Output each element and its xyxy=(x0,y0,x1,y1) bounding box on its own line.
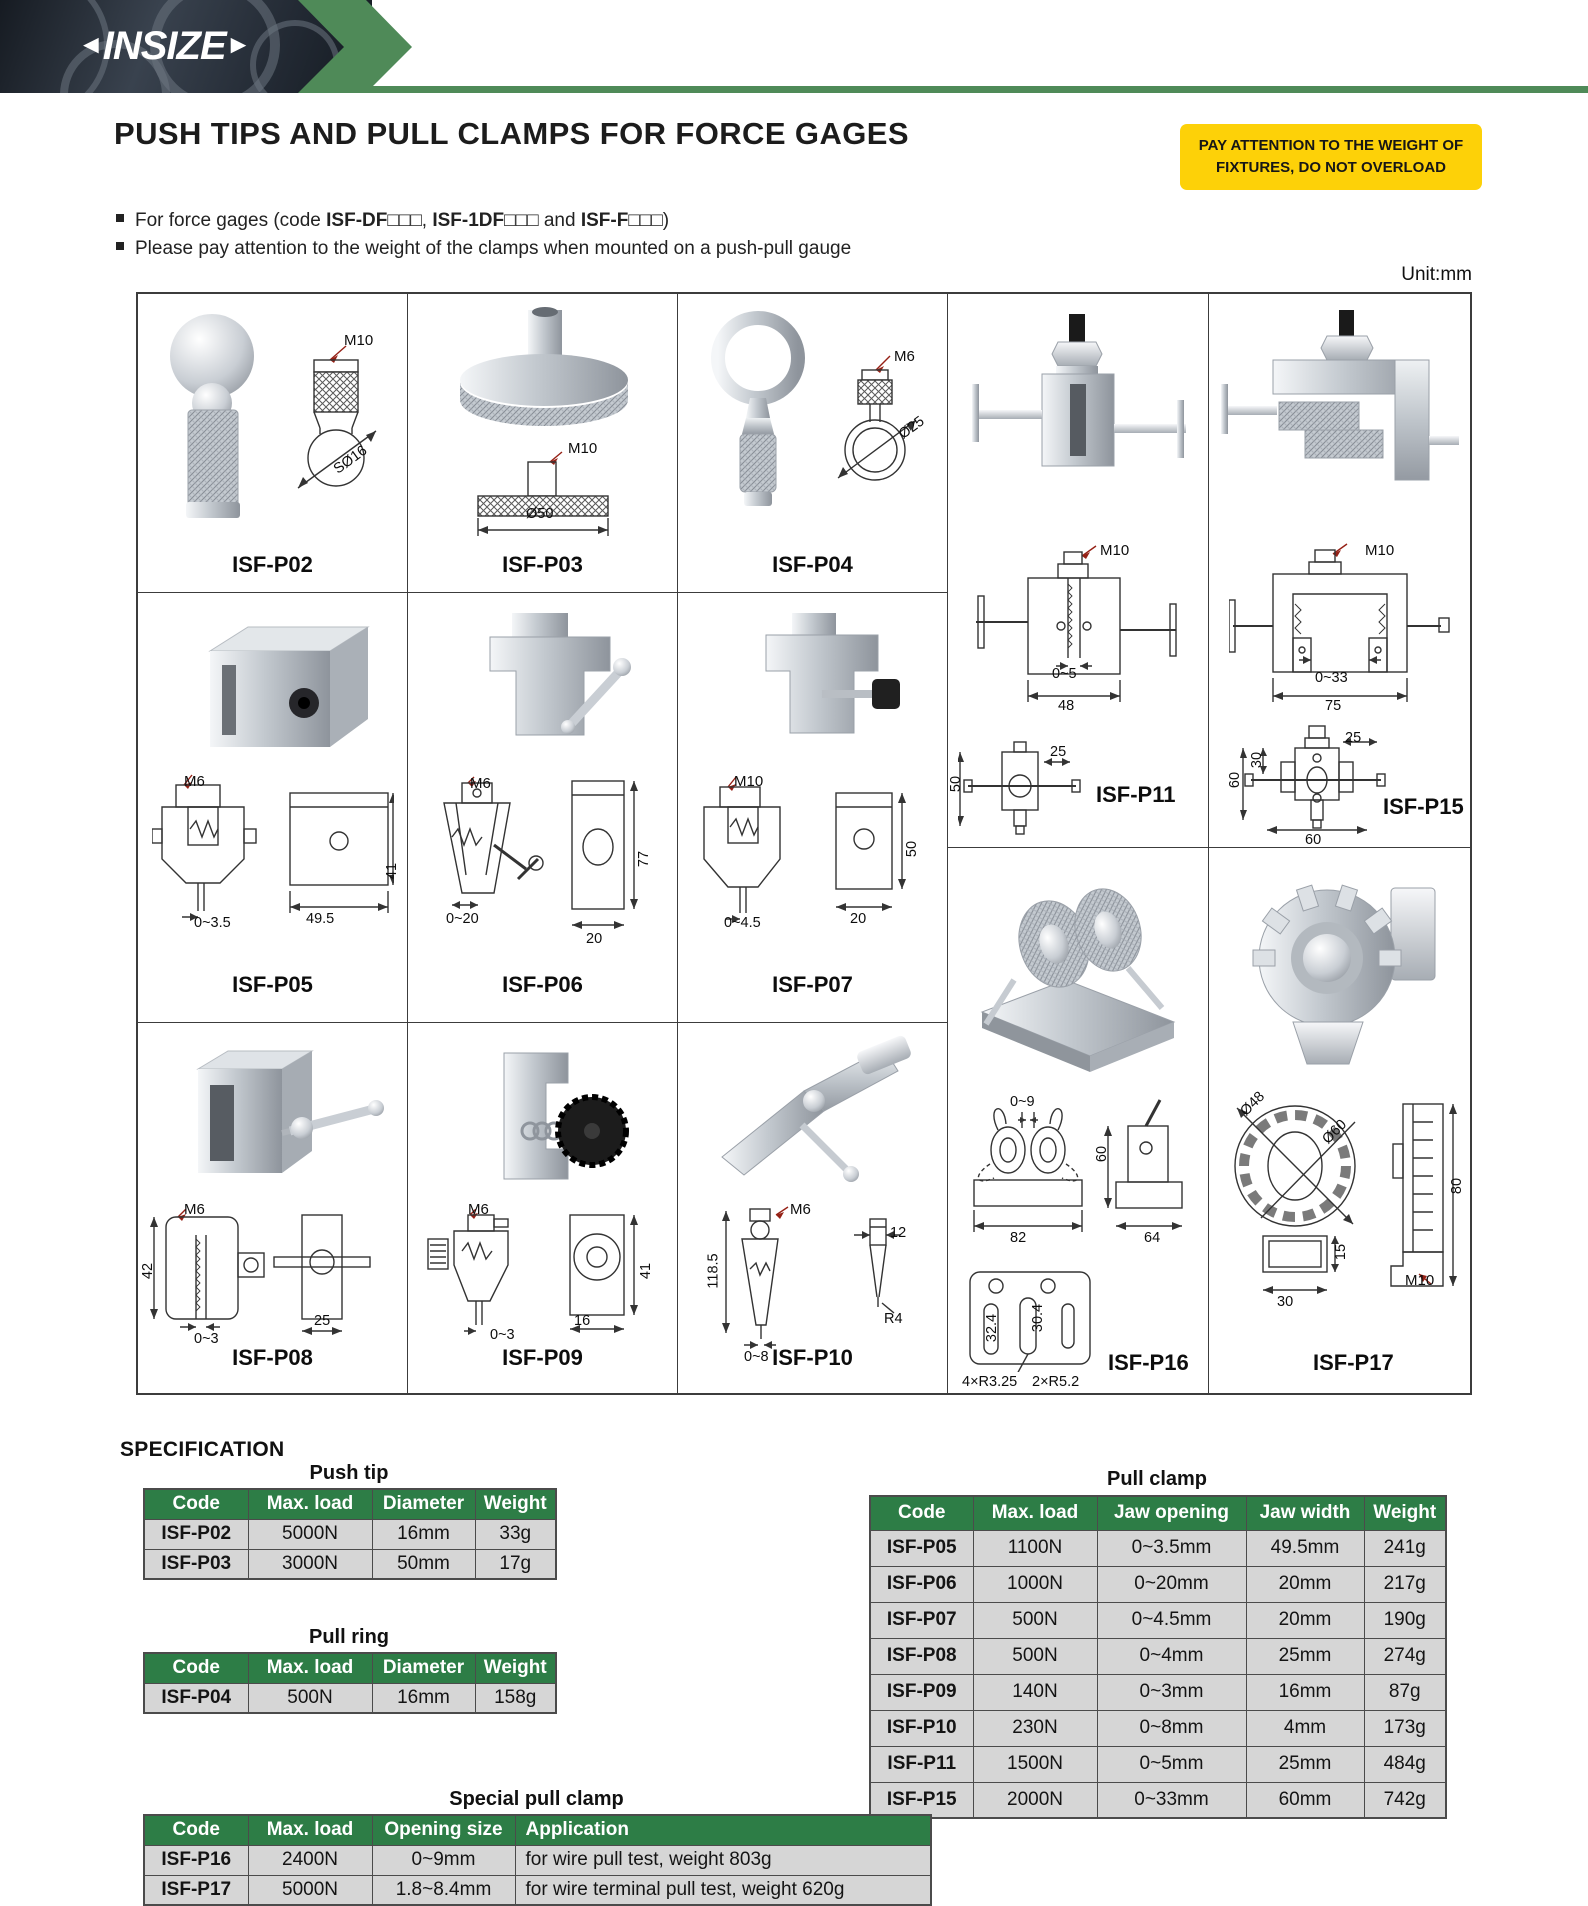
table-row xyxy=(144,1519,556,1549)
table-cell: 0~4.5mm xyxy=(1097,1602,1246,1638)
table-cell: 500N xyxy=(973,1638,1097,1674)
bullet-text: Please pay attention to the weight of the clamps when mounted on a push-pull gauge xyxy=(135,238,852,259)
column-header: Code xyxy=(144,1653,248,1683)
table-cell: 4mm xyxy=(1246,1710,1364,1746)
table-cell: 1500N xyxy=(973,1746,1097,1782)
table-cell: 0~20mm xyxy=(1097,1566,1246,1602)
product-code: ISF-P16 xyxy=(1108,1350,1189,1375)
table-cell: 217g xyxy=(1364,1566,1446,1602)
dim-label: 50 xyxy=(948,775,965,793)
logo-left-arrow-icon: ◄ xyxy=(78,29,103,59)
column-header: Code xyxy=(870,1496,973,1530)
pull-ring-table xyxy=(143,1652,557,1714)
dim-label: 0~3 xyxy=(490,1327,515,1343)
product-photo-isf-p02 xyxy=(150,306,278,534)
table-cell: 60mm xyxy=(1246,1782,1364,1818)
table-cell: 0~5mm xyxy=(1097,1746,1246,1782)
table-cell: 742g xyxy=(1364,1782,1446,1818)
dim-label: 25 xyxy=(1050,744,1067,760)
product-code: ISF-P09 xyxy=(502,1345,583,1370)
column-header: Diameter xyxy=(372,1489,475,1519)
brand-chevron-icon xyxy=(288,0,416,93)
table-cell: ISF-P15 xyxy=(870,1782,973,1818)
table-cell: 50mm xyxy=(372,1549,475,1579)
bullet-text: ) xyxy=(662,210,670,231)
warning-line-2: FIXTURES, DO NOT OVERLOAD xyxy=(1215,159,1446,176)
dim-label: 50 xyxy=(904,840,921,858)
table-cell: ISF-P05 xyxy=(870,1530,973,1566)
table-row xyxy=(870,1530,1446,1566)
code-ref: ISF-1DF□□□ xyxy=(432,210,539,231)
table-cell: 25mm xyxy=(1246,1746,1364,1782)
table-cell: 87g xyxy=(1364,1674,1446,1710)
dim-label: 41 xyxy=(384,862,401,880)
product-photo-isf-p04 xyxy=(700,302,818,540)
product-photo-isf-p06 xyxy=(454,605,632,763)
pull-clamp-table xyxy=(869,1495,1447,1819)
table-cell: ISF-P03 xyxy=(144,1549,248,1579)
dim-label: 60 xyxy=(1305,832,1322,848)
table-cell: 190g xyxy=(1364,1602,1446,1638)
dim-label: 118.5 xyxy=(705,1253,722,1289)
table-row xyxy=(870,1638,1446,1674)
column-header: Application xyxy=(515,1815,931,1845)
table-cell: 20mm xyxy=(1246,1602,1364,1638)
dim-label: 15 xyxy=(1333,1243,1350,1261)
dim-label: Ø50 xyxy=(526,506,554,522)
brand-name: INSIZE xyxy=(102,24,226,68)
product-code: ISF-P05 xyxy=(232,972,313,997)
dim-label: R4 xyxy=(884,1311,903,1327)
dim-label: 0~3.5 xyxy=(194,915,231,931)
dim-label: 77 xyxy=(636,850,653,868)
table-cell: 500N xyxy=(248,1683,372,1713)
dim-label: 42 xyxy=(140,1262,157,1280)
bullet-text: For force gages (code xyxy=(135,210,327,231)
table-cell: ISF-P08 xyxy=(870,1638,973,1674)
table-row xyxy=(144,1683,556,1713)
product-code: ISF-P03 xyxy=(502,552,583,577)
code-ref: ISF-F□□□ xyxy=(580,210,663,231)
product-code: ISF-P04 xyxy=(772,552,853,577)
table-cell: for wire terminal pull test, weight 620g xyxy=(515,1875,931,1905)
product-cell-isf-p09 xyxy=(408,1023,678,1393)
table-cell: 5000N xyxy=(248,1519,372,1549)
table-cell: ISF-P09 xyxy=(870,1674,973,1710)
dim-label: 0~8 xyxy=(744,1349,769,1365)
product-drawing-isf-p03 xyxy=(466,444,620,540)
table-cell: 173g xyxy=(1364,1710,1446,1746)
table-cell: 16mm xyxy=(372,1683,475,1713)
header-rule xyxy=(362,86,1588,93)
table-row xyxy=(870,1746,1446,1782)
dim-label: 48 xyxy=(1058,698,1075,714)
product-cell-isf-p08 xyxy=(138,1023,408,1393)
table-cell: ISF-P17 xyxy=(144,1875,248,1905)
table-cell: 17g xyxy=(475,1549,556,1579)
product-code: ISF-P08 xyxy=(232,1345,313,1370)
table-cell: 0~3.5mm xyxy=(1097,1530,1246,1566)
product-drawing-isf-p11-front xyxy=(976,538,1182,724)
column-header: Max. load xyxy=(248,1653,372,1683)
dim-label: 4×R3.25 xyxy=(962,1374,1018,1390)
table-cell: ISF-P02 xyxy=(144,1519,248,1549)
table-row xyxy=(144,1875,931,1905)
table-cell: 484g xyxy=(1364,1746,1446,1782)
dim-label: M10 xyxy=(568,440,598,457)
product-cell-isf-p02 xyxy=(138,294,408,593)
table-cell: 500N xyxy=(973,1602,1097,1638)
product-cell-isf-p16 xyxy=(948,848,1209,1393)
product-photo-isf-p10 xyxy=(706,1029,920,1201)
dim-label: SØ16 xyxy=(330,442,371,478)
dim-label: 25 xyxy=(314,1313,331,1329)
product-code: ISF-P10 xyxy=(772,1345,853,1370)
push-tip-table xyxy=(143,1488,557,1580)
column-header: Max. load xyxy=(973,1496,1097,1530)
special-pull-clamp-table xyxy=(143,1814,932,1906)
dim-label: M10 xyxy=(734,773,764,790)
table-row xyxy=(144,1549,556,1579)
column-header: Weight xyxy=(475,1489,556,1519)
column-header: Weight xyxy=(475,1653,556,1683)
product-photo-isf-p03 xyxy=(444,304,644,436)
dim-label: 30 xyxy=(1277,1294,1294,1310)
table-cell: ISF-P11 xyxy=(870,1746,973,1782)
table-cell: 274g xyxy=(1364,1638,1446,1674)
dim-label: 0~3 xyxy=(194,1331,219,1347)
dim-label: M10 xyxy=(1100,542,1130,559)
dim-label: 41 xyxy=(638,1262,655,1280)
dim-label: 49.5 xyxy=(306,911,335,927)
dim-label: 12 xyxy=(890,1225,907,1241)
special-pull-clamp-caption: Special pull clamp xyxy=(449,1788,624,1810)
bullet-square-icon xyxy=(116,242,124,250)
table-header-row xyxy=(144,1815,931,1845)
column-header: Max. load xyxy=(248,1815,372,1845)
product-cell-isf-p17 xyxy=(1209,848,1470,1393)
product-code: ISF-P15 xyxy=(1383,794,1464,819)
brand-logo xyxy=(78,24,250,69)
product-cell-isf-p06 xyxy=(408,593,678,1023)
catalog-left-grid xyxy=(138,294,948,1393)
dim-label: M10 xyxy=(1365,542,1395,559)
dim-label: 60 xyxy=(1094,1145,1111,1163)
product-cell-isf-p11 xyxy=(948,294,1209,847)
table-cell: ISF-P07 xyxy=(870,1602,973,1638)
dim-label: M6 xyxy=(790,1201,811,1218)
column-header: Jaw opening xyxy=(1097,1496,1246,1530)
product-cell-isf-p15 xyxy=(1209,294,1470,847)
column-header: Diameter xyxy=(372,1653,475,1683)
product-photo-isf-p17 xyxy=(1235,858,1445,1080)
dim-label: 16 xyxy=(574,1313,591,1329)
table-cell: ISF-P10 xyxy=(870,1710,973,1746)
dim-label: 2×R5.2 xyxy=(1032,1374,1080,1390)
table-row xyxy=(870,1782,1446,1818)
bullet-item-2 xyxy=(116,238,851,260)
dim-label: Ø25 xyxy=(895,413,928,443)
product-photo-isf-p08 xyxy=(162,1035,384,1197)
product-drawing-isf-p05 xyxy=(152,771,394,939)
dim-label: 64 xyxy=(1144,1230,1161,1246)
warning-line-1: PAY ATTENTION TO THE WEIGHT OF xyxy=(1198,136,1464,154)
product-code: ISF-P06 xyxy=(502,972,583,997)
table-cell: 140N xyxy=(973,1674,1097,1710)
product-cell-isf-p03 xyxy=(408,294,678,593)
product-cell-isf-p04 xyxy=(678,294,948,593)
product-photo-isf-p09 xyxy=(452,1033,634,1199)
product-photo-isf-p05 xyxy=(172,607,374,759)
table-cell: ISF-P06 xyxy=(870,1566,973,1602)
product-drawing-isf-p15-side xyxy=(1239,724,1389,836)
table-cell: 1.8~8.4mm xyxy=(372,1875,515,1905)
dim-label: 32.4 xyxy=(984,1313,1001,1343)
product-code: ISF-P07 xyxy=(772,972,853,997)
product-photo-isf-p16 xyxy=(970,860,1186,1082)
table-cell: 0~33mm xyxy=(1097,1782,1246,1818)
table-cell: 25mm xyxy=(1246,1638,1364,1674)
pull-clamp-caption: Pull clamp xyxy=(1106,1468,1208,1490)
dim-label: 30.4 xyxy=(1030,1303,1047,1333)
unit-label: Unit:mm xyxy=(1401,264,1472,285)
table-row xyxy=(870,1674,1446,1710)
table-row xyxy=(870,1602,1446,1638)
dim-label: 30 xyxy=(1249,751,1266,769)
pull-ring-caption: Pull ring xyxy=(309,1626,389,1648)
table-cell: 49.5mm xyxy=(1246,1530,1364,1566)
bullet-text: , xyxy=(421,210,433,231)
table-cell: 5000N xyxy=(248,1875,372,1905)
product-code: ISF-P11 xyxy=(1096,782,1176,807)
table-cell: 16mm xyxy=(1246,1674,1364,1710)
table-header-row xyxy=(870,1496,1446,1530)
dim-label: M6 xyxy=(184,773,205,790)
table-cell: 3000N xyxy=(248,1549,372,1579)
column-header: Code xyxy=(144,1489,248,1519)
table-cell: 33g xyxy=(475,1519,556,1549)
dim-label: 75 xyxy=(1325,698,1342,714)
dim-label: 0~5 xyxy=(1052,666,1077,682)
dim-label: 80 xyxy=(1449,1177,1466,1195)
bullet-text: and xyxy=(538,210,581,231)
column-header: Weight xyxy=(1364,1496,1446,1530)
dim-label: M6 xyxy=(468,1201,489,1218)
product-drawing-isf-p08 xyxy=(150,1209,396,1337)
table-row xyxy=(870,1710,1446,1746)
table-cell: 2400N xyxy=(248,1845,372,1875)
table-cell: 0~9mm xyxy=(372,1845,515,1875)
logo-right-arrow-icon: ► xyxy=(225,29,251,59)
dim-label: M6 xyxy=(894,348,915,365)
column-header: Code xyxy=(144,1815,248,1845)
product-catalog-grid xyxy=(136,292,1472,1395)
dim-label: 25 xyxy=(1345,730,1362,746)
dim-label: M6 xyxy=(184,1201,205,1218)
product-code: ISF-P17 xyxy=(1313,1350,1394,1375)
table-header-row xyxy=(144,1489,556,1519)
table-cell: 0~3mm xyxy=(1097,1674,1246,1710)
table-cell: for wire pull test, weight 803g xyxy=(515,1845,931,1875)
dim-label: 0~33 xyxy=(1315,670,1348,686)
dim-label: 82 xyxy=(1010,1230,1027,1246)
column-header: Max. load xyxy=(248,1489,372,1519)
product-code: ISF-P02 xyxy=(232,552,313,577)
dim-label: Ø48 xyxy=(1237,1088,1269,1120)
table-header-row xyxy=(144,1653,556,1683)
dim-label: Ø60 xyxy=(1319,1116,1351,1148)
table-cell: 2000N xyxy=(973,1782,1097,1818)
product-drawing-isf-p09 xyxy=(420,1209,666,1337)
dim-label: 60 xyxy=(1227,771,1244,789)
table-cell: ISF-P04 xyxy=(144,1683,248,1713)
table-cell: 0~4mm xyxy=(1097,1638,1246,1674)
product-photo-isf-p07 xyxy=(726,607,902,763)
weight-warning-box xyxy=(1180,124,1482,190)
dim-label: M10 xyxy=(344,332,374,349)
table-row xyxy=(870,1566,1446,1602)
bullet-square-icon xyxy=(116,214,124,222)
table-cell: 20mm xyxy=(1246,1566,1364,1602)
table-cell: 16mm xyxy=(372,1519,475,1549)
specification-heading: SPECIFICATION xyxy=(120,1438,285,1461)
table-cell: 230N xyxy=(973,1710,1097,1746)
product-photo-isf-p15 xyxy=(1221,306,1459,528)
table-cell: 0~8mm xyxy=(1097,1710,1246,1746)
table-cell: ISF-P16 xyxy=(144,1845,248,1875)
table-cell: 241g xyxy=(1364,1530,1446,1566)
product-cell-isf-p10 xyxy=(678,1023,948,1393)
catalog-right-section xyxy=(948,294,1470,1393)
table-cell: 1000N xyxy=(973,1566,1097,1602)
product-cell-isf-p05 xyxy=(138,593,408,1023)
push-tip-caption: Push tip xyxy=(309,1462,389,1484)
product-drawing-isf-p04 xyxy=(826,346,940,516)
table-cell: 1100N xyxy=(973,1530,1097,1566)
product-photo-isf-p11 xyxy=(970,308,1186,526)
bullet-item-1 xyxy=(116,210,669,232)
page-title: PUSH TIPS AND PULL CLAMPS FOR FORCE GAGES xyxy=(114,116,909,151)
table-row xyxy=(144,1845,931,1875)
column-header: Jaw width xyxy=(1246,1496,1364,1530)
product-drawing-isf-p11-side xyxy=(958,740,1088,836)
dim-label: M10 xyxy=(1405,1272,1435,1289)
dim-label: 0~9 xyxy=(1010,1094,1035,1110)
dim-label: 20 xyxy=(586,931,603,947)
dim-label: 20 xyxy=(850,911,867,927)
code-ref: ISF-DF□□□ xyxy=(326,210,422,231)
dim-label: 0~4.5 xyxy=(724,915,761,931)
dim-label: M6 xyxy=(470,775,491,792)
dim-label: 0~20 xyxy=(446,911,479,927)
product-cell-isf-p07 xyxy=(678,593,948,1023)
table-cell: 158g xyxy=(475,1683,556,1713)
product-drawing-isf-p02 xyxy=(284,330,400,520)
column-header: Opening size xyxy=(372,1815,515,1845)
product-drawing-isf-p16-front xyxy=(960,1092,1200,1252)
